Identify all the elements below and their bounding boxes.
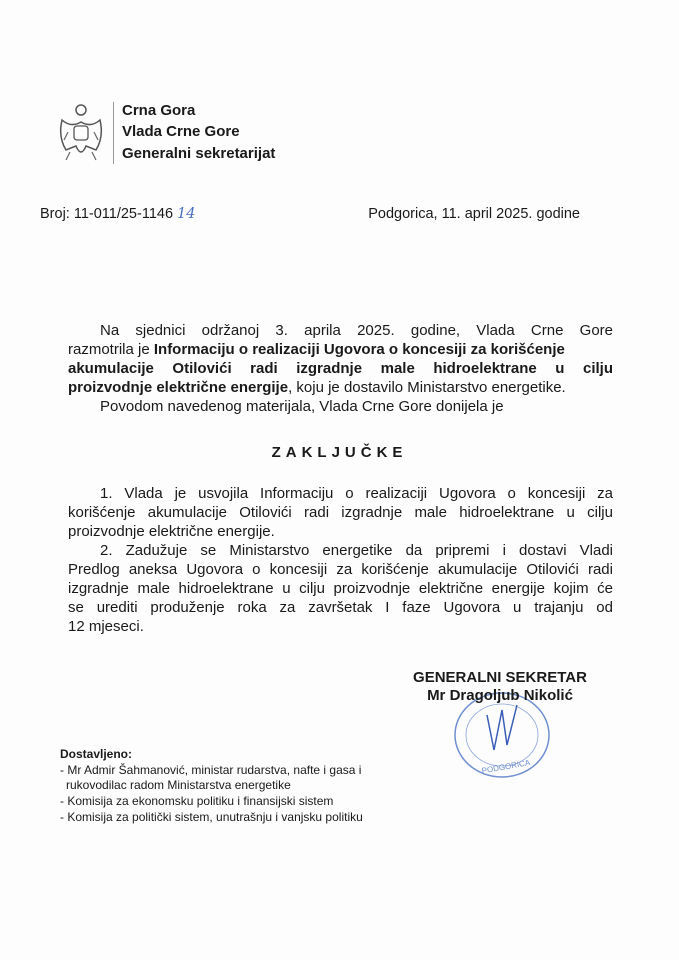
conclusion-line	[68, 599, 613, 616]
reference-number	[40, 206, 196, 222]
text: se urediti produženje roka za završetak I faze Ugovora u trajanju od	[68, 599, 613, 616]
conclusion-line	[68, 561, 613, 578]
conclusion-line	[68, 523, 613, 540]
text: izgradnje male hidroelektrane u cilju proizvodnje električne energije kojim će	[68, 580, 613, 597]
conclusion-line	[68, 580, 613, 597]
header-department: Generalni sekretarijat	[122, 145, 276, 162]
signatory-name: Mr Dragoljub Nikolić	[427, 687, 573, 704]
bold-text: proizvodnje električne energije	[68, 379, 289, 396]
coat-of-arms-icon	[56, 102, 106, 162]
delivered-item: - Komisija za ekonomsku politiku i finansijski sistem	[60, 794, 334, 808]
handwritten-suffix: 14	[177, 206, 196, 222]
text: proizvodnje električne energije.	[68, 523, 275, 540]
text: , koju je dostavilo Ministarstvo energetike.	[288, 379, 566, 396]
header-divider	[113, 102, 114, 164]
paragraph-line	[100, 398, 613, 415]
signature-title: GENERALNI SEKRETAR	[413, 669, 587, 686]
conclusions-title: ZAKLJUČKE	[271, 444, 408, 461]
bold-text: akumulacije Otilovići radi izgradnje male hidroelektrane u cilju	[68, 360, 613, 377]
text: Povodom navedenog materijala, Vlada Crne Gore donijela je	[100, 398, 504, 415]
delivered-item: rukovodilac radom Ministarstva energetike	[66, 778, 291, 792]
text: 12 mjeseci.	[68, 618, 144, 635]
conclusion-line	[100, 542, 613, 559]
text: 2. Zadužuje se Ministarstvo energetike da pripremi i dostavi Vladi	[100, 542, 613, 559]
header-government: Vlada Crne Gore	[122, 123, 240, 140]
delivered-item: - Mr Admir Šahmanović, ministar rudarstva, nafte i gasa i	[60, 763, 362, 777]
header-country: Crna Gora	[122, 102, 196, 119]
text: 1. Vlada je usvojila Informaciju o realizaciji Ugovora o koncesiji za	[100, 485, 613, 502]
text: Na sjednici održanoj 3. aprila 2025. godine, Vlada Crne Gore	[100, 322, 613, 339]
text: razmotrila je	[68, 341, 154, 358]
conclusion-line	[100, 485, 613, 502]
delivered-label: Dostavljeno:	[60, 747, 133, 761]
conclusion-line	[68, 504, 613, 521]
paragraph-line	[68, 379, 613, 396]
reference-number-text: Broj: 11-011/25-1146	[40, 206, 174, 222]
text: korišćenje akumulacije Otilovići radi izgradnje male hidroelektrane u cilju	[68, 504, 613, 521]
paragraph-line	[68, 341, 613, 358]
paragraph-line	[68, 360, 613, 377]
bold-text: Informaciju o realizaciji Ugovora o koncesiji za korišćenje	[153, 341, 565, 358]
conclusion-line	[68, 618, 613, 635]
delivered-item: - Komisija za politički sistem, unutrašnju i vanjsku politiku	[60, 810, 363, 824]
official-stamp	[452, 690, 552, 785]
place-date: Podgorica, 11. april 2025. godine	[368, 206, 580, 222]
svg-text:PODGORICA: PODGORICA	[481, 758, 531, 776]
paragraph-line	[100, 322, 613, 339]
text: Predlog aneksa Ugovora o koncesiji za korišćenje akumulacije Otilovići radi	[68, 561, 613, 578]
